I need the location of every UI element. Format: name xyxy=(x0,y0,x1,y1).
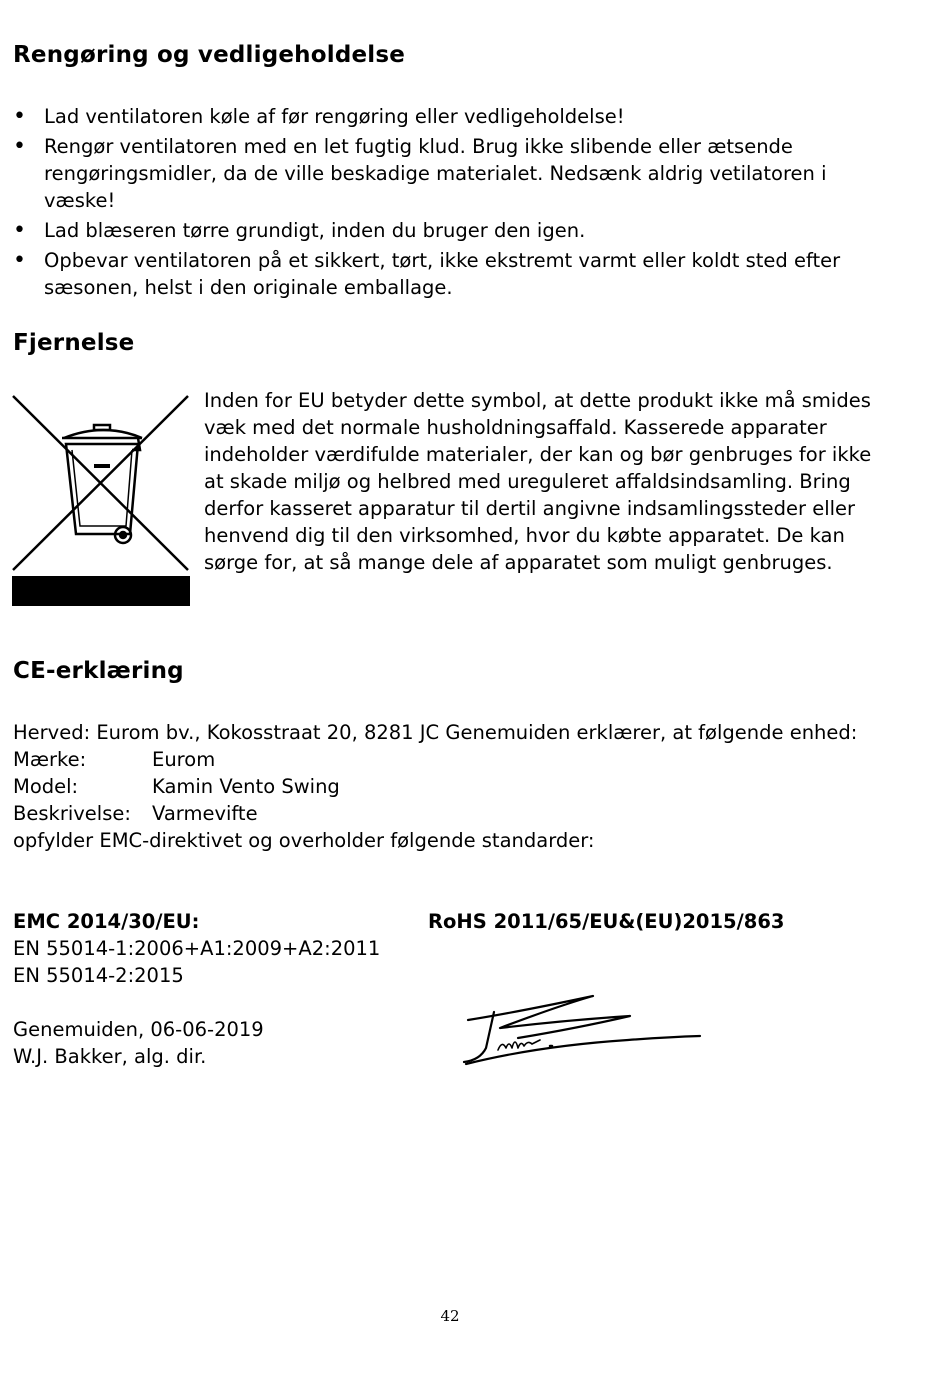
emc-standard: EN 55014-1:2006+A1:2009+A2:2011 xyxy=(13,937,381,960)
ce-intro: Herved: Eurom bv., Kokosstraat 20, 8281 JC Genemuiden erklærer, at følgende enhed: xyxy=(13,721,858,744)
brand-row xyxy=(13,746,873,773)
signoff-block xyxy=(13,1016,264,1070)
model-value: Kamin Vento Swing xyxy=(152,775,340,798)
list-item: • Opbevar ventilatoren på et sikkert, tørt, ikke ekstremt varmt eller koldt sted efter sæsonen, helst i den originale emballage. xyxy=(13,247,883,301)
emc-block xyxy=(13,908,380,989)
brand-value: Eurom xyxy=(152,748,216,771)
disposal-text: Inden for EU betyder dette symbol, at dette produkt ikke må smides væk med det normale husholdningsaffald. Kasserede apparater indeholder værdifulde materialer, der kan og bør genbruges for ikke at skade miljø og helbred med ureguleret affaldsindsamling. Bring derfor kasseret apparatur til dertil angivne indsamlingssteder eller henvend dig til den virksomhed, hvor du købte apparatet. De kan sørge for, at så mange dele af apparatet som muligt genbruges. xyxy=(204,389,872,574)
compliance-text: opfylder EMC-direktivet og overholder følgende standarder: xyxy=(13,829,595,852)
ce-heading: CE-erklæring xyxy=(13,658,184,684)
model-label: Model: xyxy=(13,775,79,798)
description-row xyxy=(13,800,873,827)
description-value: Varmevifte xyxy=(152,802,258,825)
brand-label: Mærke: xyxy=(13,748,87,771)
rohs-heading: RoHS 2011/65/EU&(EU)2015/863 xyxy=(428,910,785,933)
model-row xyxy=(13,773,873,800)
emc-standard: EN 55014-2:2015 xyxy=(13,964,184,987)
cleaning-heading: Rengøring og vedligeholdelse xyxy=(13,42,406,68)
description-label: Beskrivelse: xyxy=(13,802,131,825)
ce-declaration xyxy=(13,719,873,854)
emc-heading: EMC 2014/30/EU: xyxy=(13,910,200,933)
list-item: • Lad blæseren tørre grundigt, inden du bruger den igen. xyxy=(13,217,883,244)
place-date: Genemuiden, 06-06-2019 xyxy=(13,1018,264,1041)
signature xyxy=(458,990,708,1070)
list-item: • Lad ventilatoren køle af før rengøring eller vedligeholdelse! xyxy=(13,103,883,130)
weee-bin-icon xyxy=(12,394,190,606)
signatory: W.J. Bakker, alg. dir. xyxy=(13,1045,207,1068)
disposal-heading: Fjernelse xyxy=(13,330,135,356)
cleaning-list xyxy=(13,103,883,304)
page-number: 42 xyxy=(440,1307,460,1325)
list-item: • Rengør ventilatoren med en let fugtig klud. Brug ikke slibende eller ætsende rengøringsmidler, da de ville beskadige materialet. Nedsænk aldrig vetilatoren i væske! xyxy=(13,133,883,214)
